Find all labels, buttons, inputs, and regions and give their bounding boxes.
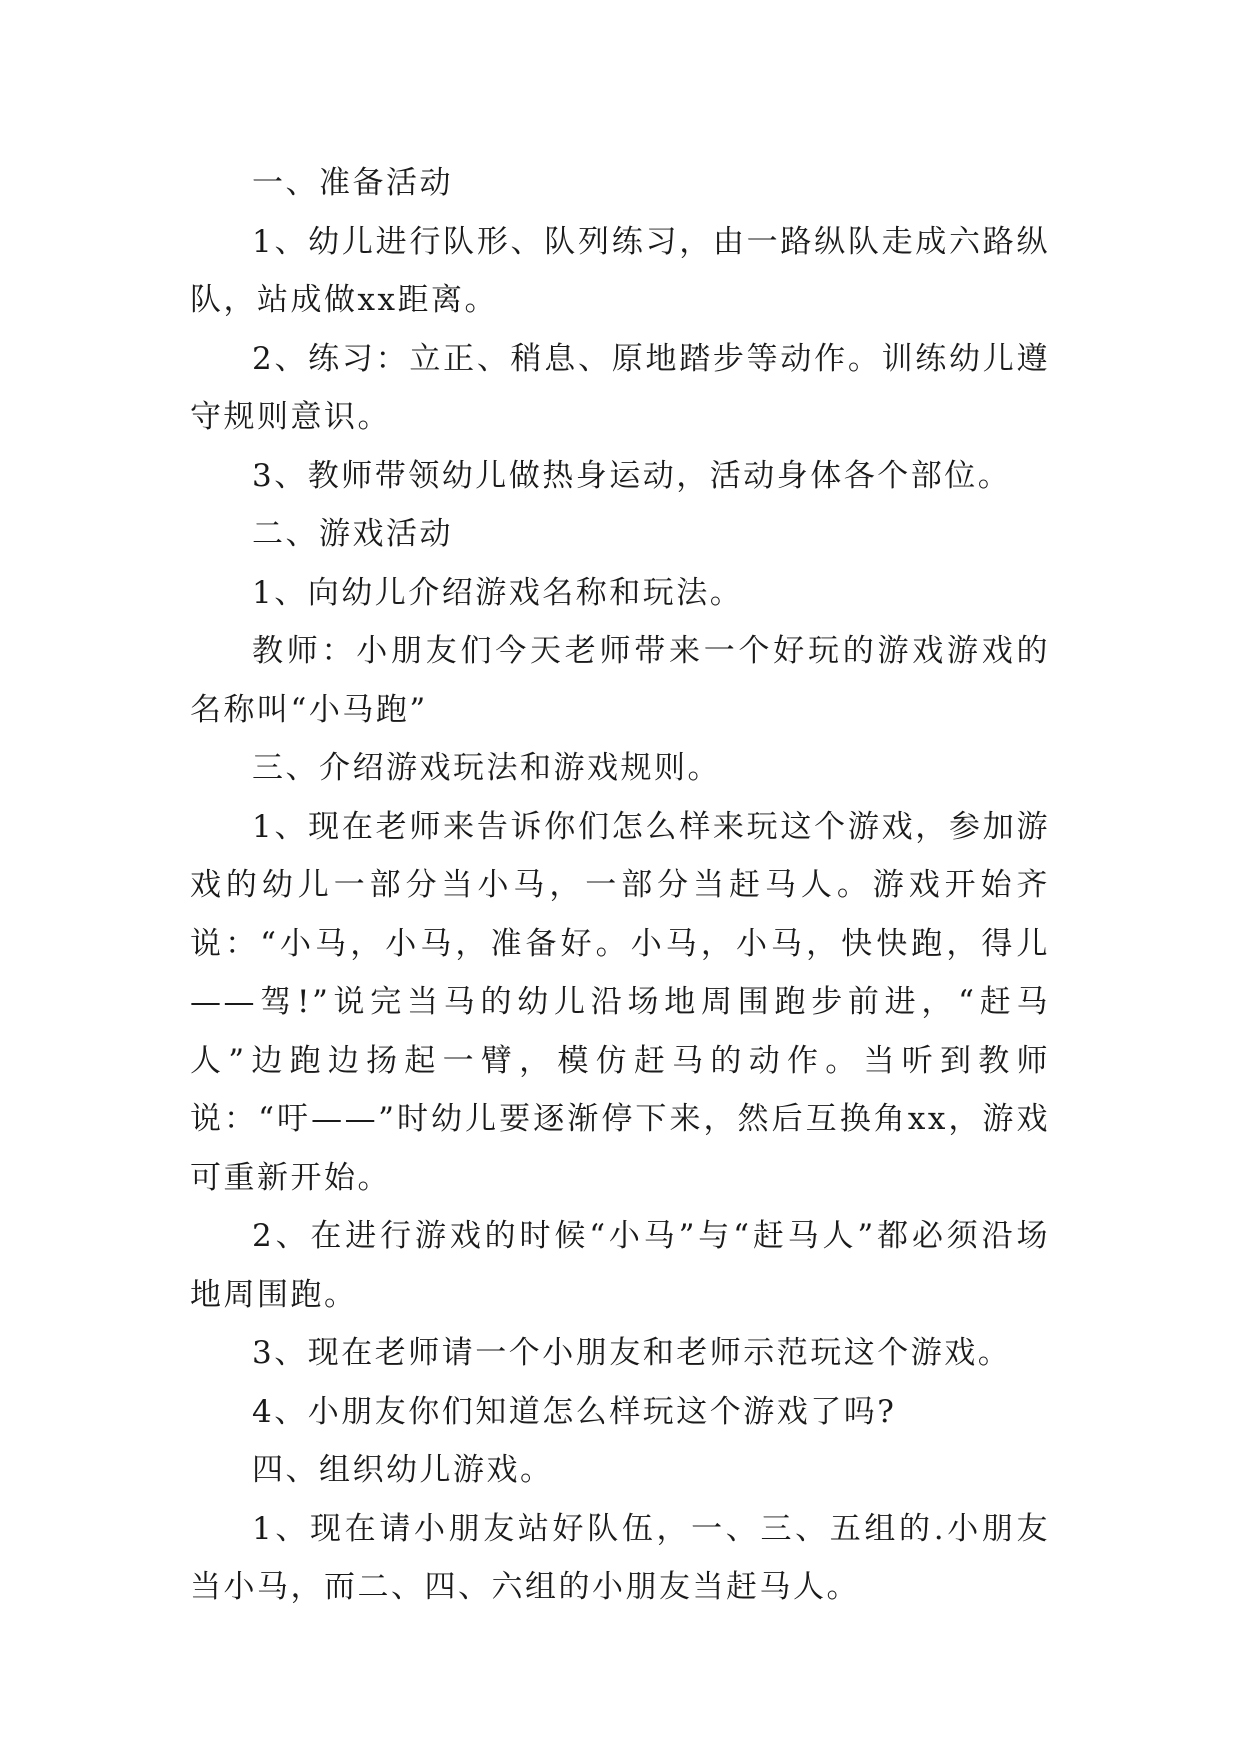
paragraph: 3、教师带领幼儿做热身运动，活动身体各个部位。 xyxy=(252,457,1012,494)
paragraph: 1、现在老师来告诉你们怎么样来玩这个游戏，参加游戏的幼儿一部分当小马，一部分当赶马人。游戏开始齐说：“小马，小马，准备好。小马，小马，快快跑，得儿——驾!”说完当马的幼儿沿场地周围跑步前进，“赶马人”边跑边扬起一臂，模仿赶马的动作。当听到教师说：“吁——”时幼儿要逐渐停下来，然后互换角xx，游戏可重新开始。 xyxy=(190,808,1050,1196)
paragraph: 2、练习：立正、稍息、原地踏步等动作。训练幼儿遵守规则意识。 xyxy=(190,340,1050,435)
paragraph: 1、幼儿进行队形、队列练习，由一路纵队走成六路纵队，站成做xx距离。 xyxy=(190,223,1050,318)
section-heading-preparation: 一、准备活动 xyxy=(252,165,453,201)
paragraph: 1、现在请小朋友站好队伍，一、三、五组的.小朋友当小马，而二、四、六组的小朋友当赶马人。 xyxy=(190,1510,1050,1605)
paragraph: 2、在进行游戏的时候“小马”与“赶马人”都必须沿场地周围跑。 xyxy=(190,1218,1050,1313)
section-heading-game-activity: 二、游戏活动 xyxy=(252,516,453,552)
section-heading-rules: 三、介绍游戏玩法和游戏规则。 xyxy=(252,750,721,786)
paragraph: 4、小朋友你们知道怎么样玩这个游戏了吗? xyxy=(252,1393,897,1430)
document-body xyxy=(190,154,1050,1617)
paragraph: 3、现在老师请一个小朋友和老师示范玩这个游戏。 xyxy=(252,1335,1012,1371)
section-heading-organize: 四、组织幼儿游戏。 xyxy=(252,1452,554,1488)
paragraph: 1、向幼儿介绍游戏名称和玩法。 xyxy=(252,574,744,611)
paragraph: 教师：小朋友们今天老师带来一个好玩的游戏游戏的名称叫“小马跑” xyxy=(190,633,1050,728)
